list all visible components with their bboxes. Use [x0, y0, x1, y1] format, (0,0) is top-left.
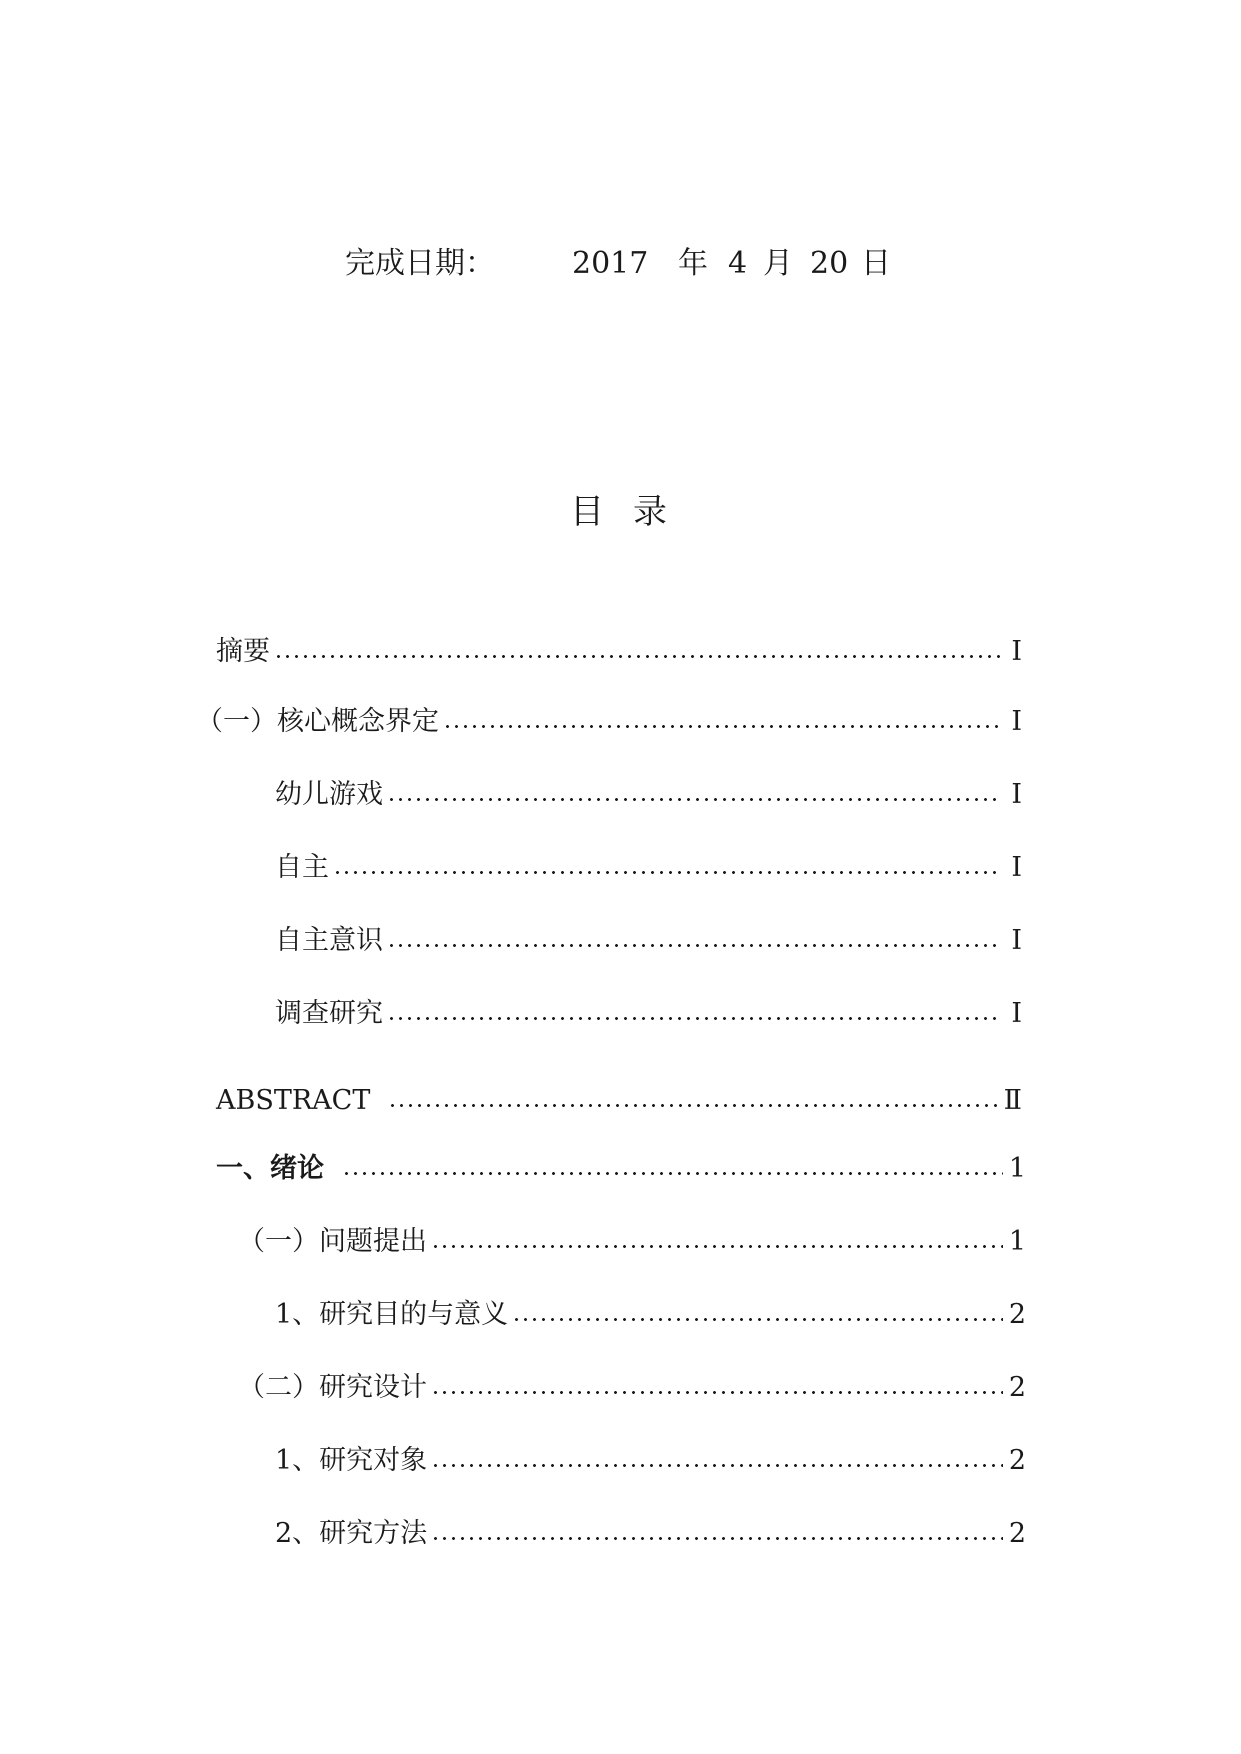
toc-entry[interactable]: [196, 702, 1022, 742]
toc-title-char: 录: [633, 492, 667, 532]
toc-entry[interactable]: [275, 921, 1022, 961]
toc-entry-label: 1、研究目的与意义: [275, 1299, 509, 1330]
toc-entry[interactable]: [275, 994, 1022, 1034]
toc-entry-page: 2: [1008, 1518, 1026, 1549]
toc-entry[interactable]: [216, 632, 1022, 672]
completion-date-day-unit: 日: [861, 246, 891, 281]
completion-date-day: 20: [810, 246, 849, 281]
completion-date-month-unit: 月: [763, 246, 793, 281]
toc-dot-leader: [431, 1245, 1003, 1248]
toc-dot-leader: [342, 1172, 1003, 1175]
toc-entry-page: Ⅰ: [1011, 636, 1022, 667]
toc-entry-page: 2: [1008, 1372, 1026, 1403]
toc-entry[interactable]: [238, 1222, 1026, 1262]
completion-date-year: 2017: [572, 246, 649, 281]
toc-entry[interactable]: [216, 1149, 1026, 1189]
toc-entry-label: （一）核心概念界定: [196, 706, 439, 737]
toc-entry-page: Ⅰ: [1011, 925, 1022, 956]
toc-entry-label: 自主: [275, 852, 329, 883]
toc-entry[interactable]: [275, 775, 1022, 815]
toc-entry-label: 2、研究方法: [275, 1518, 428, 1549]
toc-entry-label: 幼儿游戏: [275, 779, 383, 810]
toc-dot-leader: [333, 871, 1002, 874]
toc-entry-page: Ⅱ: [1003, 1085, 1022, 1116]
completion-date-label: 完成日期：: [345, 246, 495, 281]
completion-date-year-unit: 年: [678, 246, 708, 281]
toc-entry[interactable]: [238, 1368, 1026, 1408]
toc-entry-page: Ⅰ: [1011, 998, 1022, 1029]
toc-entry[interactable]: [275, 1514, 1026, 1554]
toc-entry-label: 调查研究: [275, 998, 383, 1029]
toc-entry-page: Ⅰ: [1011, 706, 1022, 737]
toc-dot-leader: [443, 725, 1002, 728]
toc-dot-leader: [387, 798, 1002, 801]
toc-entry-page: 1: [1008, 1226, 1026, 1257]
toc-entry-label: （二）研究设计: [238, 1372, 427, 1403]
toc-entry[interactable]: [216, 1081, 1022, 1121]
toc-dot-leader: [387, 1017, 1002, 1020]
toc-entry-label: 一、绪论: [216, 1153, 324, 1184]
toc-entry-label: 摘要: [216, 636, 270, 667]
toc-entry-label: 自主意识: [275, 925, 383, 956]
toc-dot-leader: [431, 1464, 1003, 1467]
toc-entry-page: 2: [1008, 1445, 1026, 1476]
toc-entry-label: 1、研究对象: [275, 1445, 428, 1476]
toc-entry-page: Ⅰ: [1011, 779, 1022, 810]
toc-entry[interactable]: [275, 1295, 1026, 1335]
toc-dot-leader: [388, 1104, 997, 1107]
toc-entry[interactable]: [275, 848, 1022, 888]
toc-dot-leader: [512, 1318, 1003, 1321]
toc-entry-page: 1: [1008, 1153, 1026, 1184]
toc-dot-leader: [274, 655, 1002, 658]
toc-entry-page: 2: [1008, 1299, 1026, 1330]
toc-dot-leader: [431, 1391, 1003, 1394]
toc-entry-label: ABSTRACT: [216, 1085, 371, 1116]
toc-entry-page: Ⅰ: [1011, 852, 1022, 883]
toc-title-char: 目: [570, 492, 604, 532]
completion-date-month: 4: [728, 246, 748, 281]
toc-entry-label: （一）问题提出: [238, 1226, 427, 1257]
toc-dot-leader: [431, 1537, 1003, 1540]
toc-entry[interactable]: [275, 1441, 1026, 1481]
toc-dot-leader: [387, 944, 1002, 947]
